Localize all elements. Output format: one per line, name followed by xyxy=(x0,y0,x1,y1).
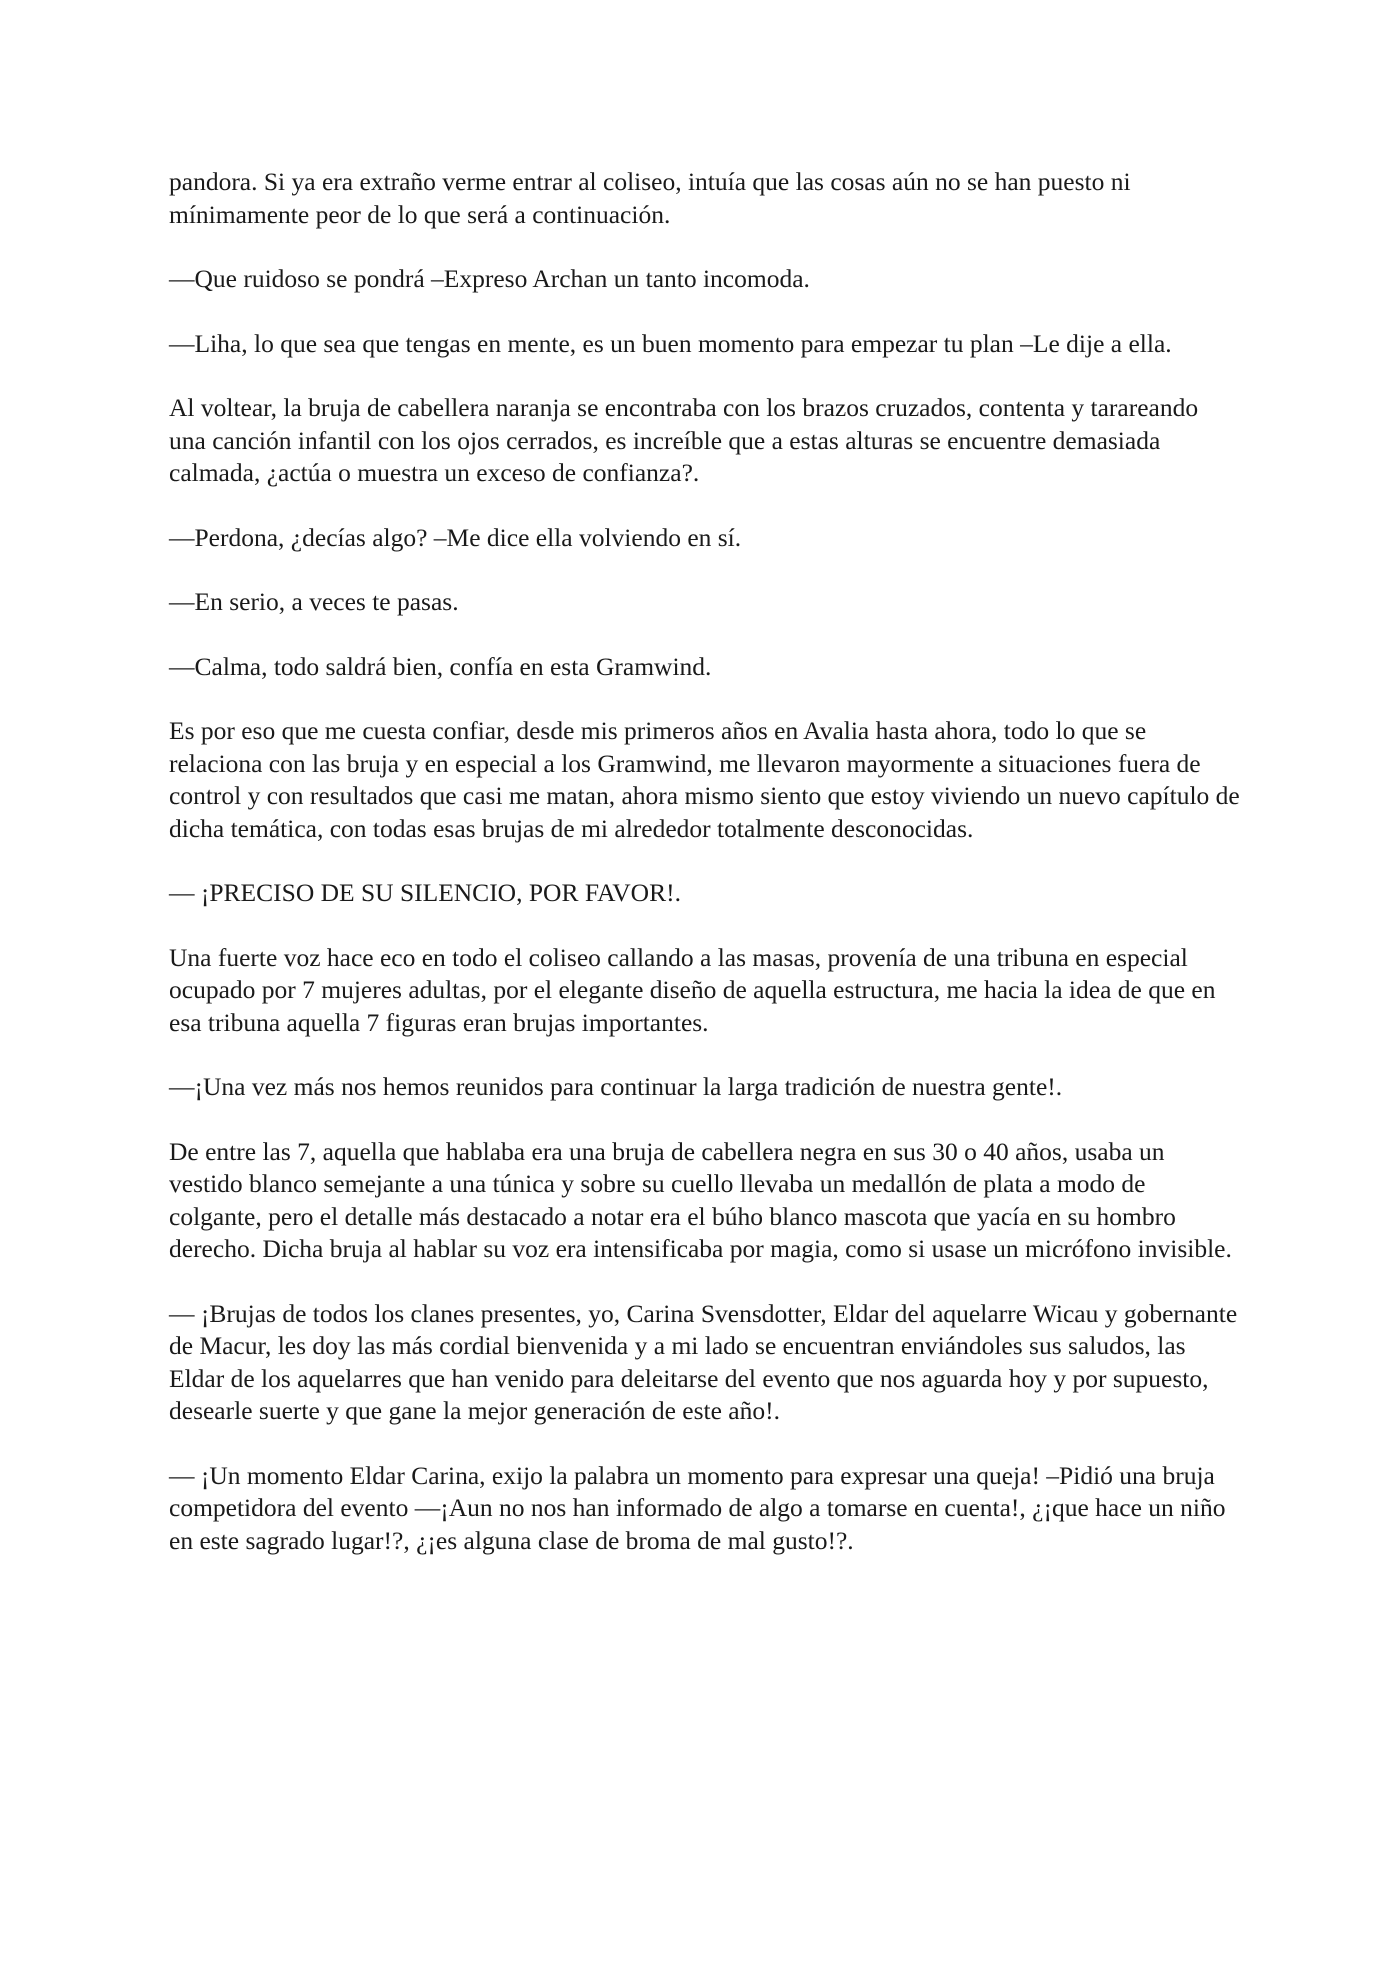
document-page xyxy=(169,166,1240,1589)
dialogue-line: —En serio, a veces te pasas. xyxy=(169,587,459,616)
paragraph: Es por eso que me cuesta confiar, desde mis primeros años en Avalia hasta ahora, todo lo que se relaciona con las bruja y en especial a los Gramwind, me llevaron mayormente a situaciones fuera de control y con resultados que casi me matan, ahora mismo siento que estoy viviendo un nuevo capítulo de dicha temática, con todas esas brujas de mi alrededor totalmente desconocidas. xyxy=(169,716,1240,843)
paragraph: De entre las 7, aquella que hablaba era una bruja de cabellera negra en sus 30 o 40 años, usaba un vestido blanco semejante a una túnica y sobre su cuello llevaba un medallón de plata a modo de colgante, pero el detalle más destacado a notar era el búho blanco mascota que yacía en su hombro derecho. Dicha bruja al hablar su voz era intensificaba por magia, como si usase un micrófono invisible. xyxy=(169,1136,1232,1263)
dialogue-line: — ¡Un momento Eldar Carina, exijo la palabra un momento para expresar una queja! –Pidió una bruja competidora del evento —¡Aun no nos han informado de algo a tomarse en cuenta!, ¿¡que hace un niño en este sagrado lugar!?, ¿¡es alguna clase de broma de mal gusto!?. xyxy=(169,1460,1226,1555)
dialogue-line: —¡Una vez más nos hemos reunidos para continuar la larga tradición de nuestra gente!. xyxy=(169,1072,1063,1101)
dialogue-line: —Perdona, ¿decías algo? –Me dice ella volviendo en sí. xyxy=(169,522,742,552)
paragraph: Al voltear, la bruja de cabellera naranja se encontraba con los brazos cruzados, contenta y tarareando una canción infantil con los ojos cerrados, es increíble que a estas alturas se encuentre demasiada calmada, ¿actúa o muestra un exceso de confianza?. xyxy=(169,393,1199,487)
dialogue-line: — ¡PRECISO DE SU SILENCIO, POR FAVOR!. xyxy=(169,878,681,907)
dialogue-line: —Liha, lo que sea que tengas en mente, es un buen momento para empezar tu plan –Le dije a ella. xyxy=(169,328,1172,358)
paragraph: Una fuerte voz hace eco en todo el coliseo callando a las masas, provenía de una tribuna en especial ocupado por 7 mujeres adultas, por el elegante diseño de aquella estructura, me hacia la idea de que en esa tribuna aquella 7 figuras eran brujas importantes. xyxy=(169,942,1216,1037)
dialogue-line: —Que ruidoso se pondrá –Expreso Archan un tanto incomoda. xyxy=(169,264,810,293)
dialogue-line: — ¡Brujas de todos los clanes presentes, yo, Carina Svensdotter, Eldar del aquelarre Wicau y gobernante de Macur, les doy las más cordial bienvenida y a mi lado se encuentran enviándoles sus saludos, las Eldar de los aquelarres que han venido para deleitarse del evento que nos aguarda hoy y por supuesto, desearle suerte y que gane la mejor generación de este año!. xyxy=(169,1298,1238,1425)
dialogue-line: —Calma, todo saldrá bien, confía en esta Gramwind. xyxy=(169,651,712,681)
paragraph: pandora. Si ya era extraño verme entrar al coliseo, intuía que las cosas aún no se han puesto ni mínimamente peor de lo que será a continuación. xyxy=(169,167,1131,229)
